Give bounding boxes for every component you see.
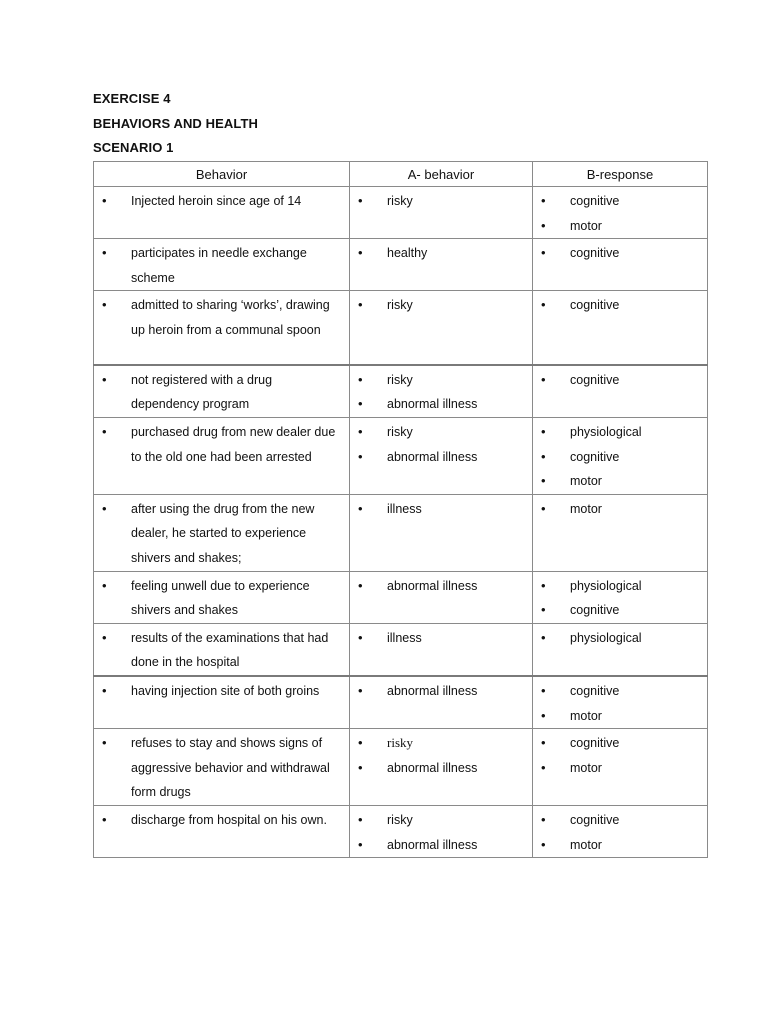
bullet-icon: •: [541, 245, 546, 261]
item-text: cognitive: [570, 812, 620, 827]
bullet-icon: •: [102, 297, 107, 313]
bullet-icon: •: [358, 811, 363, 827]
item-text: cognitive: [570, 736, 620, 751]
bullet-list: [533, 731, 701, 780]
bullet-icon: •: [541, 217, 546, 233]
exercise-title: EXERCISE 4: [93, 91, 171, 106]
bullet-icon: •: [102, 735, 107, 751]
list-item: [350, 731, 526, 756]
list-item: [533, 189, 701, 214]
scenario-title: SCENARIO 1: [93, 140, 174, 155]
item-text: healthy: [387, 246, 428, 261]
list-item: [350, 679, 526, 704]
behavior-cell: [94, 805, 350, 857]
b-response-cell: [533, 805, 708, 857]
bullet-icon: •: [358, 500, 363, 516]
bullet-icon: •: [358, 371, 363, 387]
item-text: risky: [387, 372, 413, 387]
item-text: motor: [570, 474, 602, 489]
b-response-cell: [533, 494, 708, 571]
table-row: [94, 676, 708, 729]
list-item: [350, 189, 526, 214]
bullet-icon: •: [358, 735, 363, 751]
a-behavior-cell: [350, 623, 533, 676]
a-behavior-cell: [350, 365, 533, 418]
bullet-icon: •: [541, 424, 546, 440]
bullet-list: [533, 420, 701, 494]
list-item: [533, 241, 701, 266]
item-text: cognitive: [570, 372, 620, 387]
bullet-list: [350, 679, 526, 704]
bullet-icon: •: [102, 577, 107, 593]
b-response-cell: [533, 676, 708, 729]
bullet-icon: •: [541, 473, 546, 489]
behavior-cell: [94, 418, 350, 495]
list-item: [350, 756, 526, 781]
list-item: [350, 833, 526, 858]
behavior-cell: [94, 729, 350, 806]
bullet-icon: •: [358, 245, 363, 261]
a-behavior-cell: [350, 187, 533, 239]
bullet-list: [533, 368, 701, 393]
b-response-cell: [533, 187, 708, 239]
bullet-list: [350, 368, 526, 417]
list-item: [350, 445, 526, 470]
bullet-list: [350, 293, 526, 318]
bullet-icon: •: [541, 602, 546, 618]
list-item: [94, 293, 343, 342]
bullet-list: [94, 368, 343, 417]
list-item: [94, 626, 343, 675]
list-item: [350, 368, 526, 393]
item-text: abnormal illness: [387, 449, 478, 464]
list-item: [533, 679, 701, 704]
b-response-cell: [533, 623, 708, 676]
item-text: Injected heroin since age of 14: [131, 194, 302, 208]
bullet-icon: •: [102, 193, 107, 208]
list-item: [533, 469, 701, 494]
b-response-cell: [533, 571, 708, 623]
behavior-cell: [94, 623, 350, 676]
bullet-list: [94, 293, 343, 342]
item-text: risky: [387, 194, 413, 208]
table-row: [94, 291, 708, 365]
header-behavior: Behavior: [94, 162, 350, 187]
bullet-icon: •: [541, 193, 546, 208]
list-item: [94, 368, 343, 417]
list-item: [533, 497, 701, 522]
table-row: [94, 805, 708, 857]
bullet-icon: •: [358, 396, 363, 412]
item-text: physiological: [570, 425, 642, 440]
table-header-row: [94, 162, 708, 187]
bullet-icon: •: [541, 683, 546, 698]
item-text: discharge from hospital on his own.: [131, 812, 327, 827]
item-text: purchased drug from new dealer due to the old one had been arrested: [131, 425, 336, 464]
bullet-icon: •: [541, 629, 546, 645]
a-behavior-cell: [350, 239, 533, 291]
list-item: [533, 574, 701, 599]
item-text: abnormal illness: [387, 837, 478, 852]
a-behavior-cell: [350, 729, 533, 806]
bullet-icon: •: [358, 759, 363, 775]
list-item: [94, 731, 343, 805]
bullet-icon: •: [358, 836, 363, 852]
bullet-icon: •: [541, 811, 546, 827]
list-item: [533, 704, 701, 729]
bullet-icon: •: [358, 297, 363, 313]
item-text: illness: [387, 501, 422, 516]
b-response-cell: [533, 729, 708, 806]
item-text: risky: [387, 425, 413, 440]
table-row: [94, 494, 708, 571]
item-text: risky: [387, 812, 413, 827]
header-b-response: B-response: [533, 162, 708, 187]
list-item: [533, 368, 701, 393]
bullet-icon: •: [358, 193, 363, 208]
bullet-list: [94, 574, 343, 623]
bullet-icon: •: [358, 424, 363, 440]
bullet-icon: •: [541, 707, 546, 723]
item-text: feeling unwell due to experience shivers and shakes: [131, 578, 310, 618]
item-text: abnormal illness: [387, 684, 478, 698]
list-item: [350, 420, 526, 445]
bullet-icon: •: [541, 448, 546, 464]
list-item: [94, 808, 343, 833]
item-text: results of the examinations that had done in the hospital: [131, 630, 329, 670]
item-text: cognitive: [570, 684, 620, 698]
bullet-icon: •: [102, 371, 107, 387]
table-row: [94, 571, 708, 623]
list-item: [94, 189, 343, 214]
bullet-list: [533, 808, 701, 857]
list-item: [533, 214, 701, 239]
bullet-list: [533, 679, 701, 728]
a-behavior-cell: [350, 805, 533, 857]
header-a-behavior: A- behavior: [350, 162, 533, 187]
list-item: [533, 833, 701, 858]
bullet-list: [94, 808, 343, 833]
behavior-cell: [94, 291, 350, 365]
a-behavior-cell: [350, 676, 533, 729]
bullet-list: [94, 679, 343, 704]
a-behavior-cell: [350, 571, 533, 623]
behavior-table: [93, 161, 708, 858]
bullet-list: [533, 241, 701, 266]
bullet-list: [350, 626, 526, 651]
bullet-icon: •: [541, 577, 546, 593]
bullet-icon: •: [358, 683, 363, 698]
bullet-icon: •: [541, 735, 546, 751]
item-text: cognitive: [570, 449, 620, 464]
item-text: having injection site of both groins: [131, 684, 320, 698]
bullet-icon: •: [541, 836, 546, 852]
list-item: [94, 574, 343, 623]
bullet-list: [350, 497, 526, 522]
list-item: [94, 679, 343, 704]
list-item: [350, 241, 526, 266]
bullet-icon: •: [102, 500, 107, 516]
bullet-list: [533, 189, 701, 238]
b-response-cell: [533, 291, 708, 365]
bullet-icon: •: [358, 577, 363, 593]
list-item: [533, 598, 701, 623]
bullet-list: [94, 420, 343, 469]
behavior-cell: [94, 187, 350, 239]
behavior-cell: [94, 365, 350, 418]
item-text: physiological: [570, 630, 642, 645]
item-text: motor: [570, 837, 602, 852]
behavior-cell: [94, 676, 350, 729]
item-text: illness: [387, 630, 422, 645]
bullet-list: [533, 293, 701, 318]
bullet-list: [94, 497, 343, 571]
item-text: not registered with a drug dependency program: [131, 372, 273, 412]
bullet-icon: •: [102, 683, 107, 698]
item-text: admitted to sharing ‘works’, drawing up heroin from a communal spoon: [131, 298, 330, 337]
a-behavior-cell: [350, 291, 533, 365]
list-item: [350, 293, 526, 318]
bullet-list: [94, 241, 343, 290]
list-item: [533, 420, 701, 445]
list-item: [350, 808, 526, 833]
bullet-list: [533, 626, 701, 651]
a-behavior-cell: [350, 494, 533, 571]
bullet-list: [94, 189, 343, 214]
table-row: [94, 729, 708, 806]
bullet-list: [533, 574, 701, 623]
table-row: [94, 365, 708, 418]
b-response-cell: [533, 365, 708, 418]
behavior-cell: [94, 494, 350, 571]
bullet-icon: •: [102, 424, 107, 440]
list-item: [533, 756, 701, 781]
bullet-icon: •: [102, 811, 107, 827]
table-row: [94, 418, 708, 495]
bullet-list: [533, 497, 701, 522]
bullet-icon: •: [541, 297, 546, 313]
b-response-cell: [533, 418, 708, 495]
bullet-icon: •: [541, 371, 546, 387]
list-item: [350, 574, 526, 599]
item-text: motor: [570, 708, 602, 723]
list-item: [533, 445, 701, 470]
item-text: abnormal illness: [387, 760, 478, 775]
bullet-icon: •: [358, 629, 363, 645]
bullet-icon: •: [541, 500, 546, 516]
item-text: motor: [570, 218, 602, 233]
a-behavior-cell: [350, 418, 533, 495]
behavior-cell: [94, 239, 350, 291]
item-text: cognitive: [570, 246, 620, 261]
item-text: cognitive: [570, 603, 620, 618]
list-item: [350, 497, 526, 522]
list-item: [533, 293, 701, 318]
bullet-list: [350, 808, 526, 857]
item-text: risky: [387, 735, 413, 751]
bullet-list: [350, 574, 526, 599]
list-item: [533, 731, 701, 756]
item-text: risky: [387, 298, 413, 313]
item-text: cognitive: [570, 194, 620, 208]
item-text: motor: [570, 760, 602, 775]
item-text: abnormal illness: [387, 578, 478, 593]
topic-title: BEHAVIORS AND HEALTH: [93, 116, 258, 131]
bullet-list: [350, 241, 526, 266]
bullet-list: [350, 420, 526, 469]
bullet-icon: •: [358, 448, 363, 464]
bullet-icon: •: [102, 629, 107, 645]
list-item: [533, 626, 701, 651]
list-item: [350, 392, 526, 417]
list-item: [94, 241, 343, 290]
item-text: motor: [570, 501, 602, 516]
item-text: cognitive: [570, 298, 620, 313]
item-text: refuses to stay and shows signs of aggressive behavior and withdrawal form drugs: [131, 736, 330, 800]
item-text: participates in needle exchange scheme: [131, 246, 307, 285]
behavior-cell: [94, 571, 350, 623]
table-row: [94, 239, 708, 291]
list-item: [350, 626, 526, 651]
table-row: [94, 623, 708, 676]
bullet-list: [350, 189, 526, 214]
bullet-list: [94, 626, 343, 675]
bullet-icon: •: [541, 759, 546, 775]
bullet-icon: •: [102, 245, 107, 261]
list-item: [94, 420, 343, 469]
bullet-list: [94, 731, 343, 805]
bullet-list: [350, 731, 526, 780]
item-text: physiological: [570, 578, 642, 593]
item-text: abnormal illness: [387, 397, 478, 412]
item-text: after using the drug from the new dealer, he started to experience shivers and shakes;: [131, 501, 315, 566]
table-row: [94, 187, 708, 239]
b-response-cell: [533, 239, 708, 291]
list-item: [533, 808, 701, 833]
list-item: [94, 497, 343, 571]
